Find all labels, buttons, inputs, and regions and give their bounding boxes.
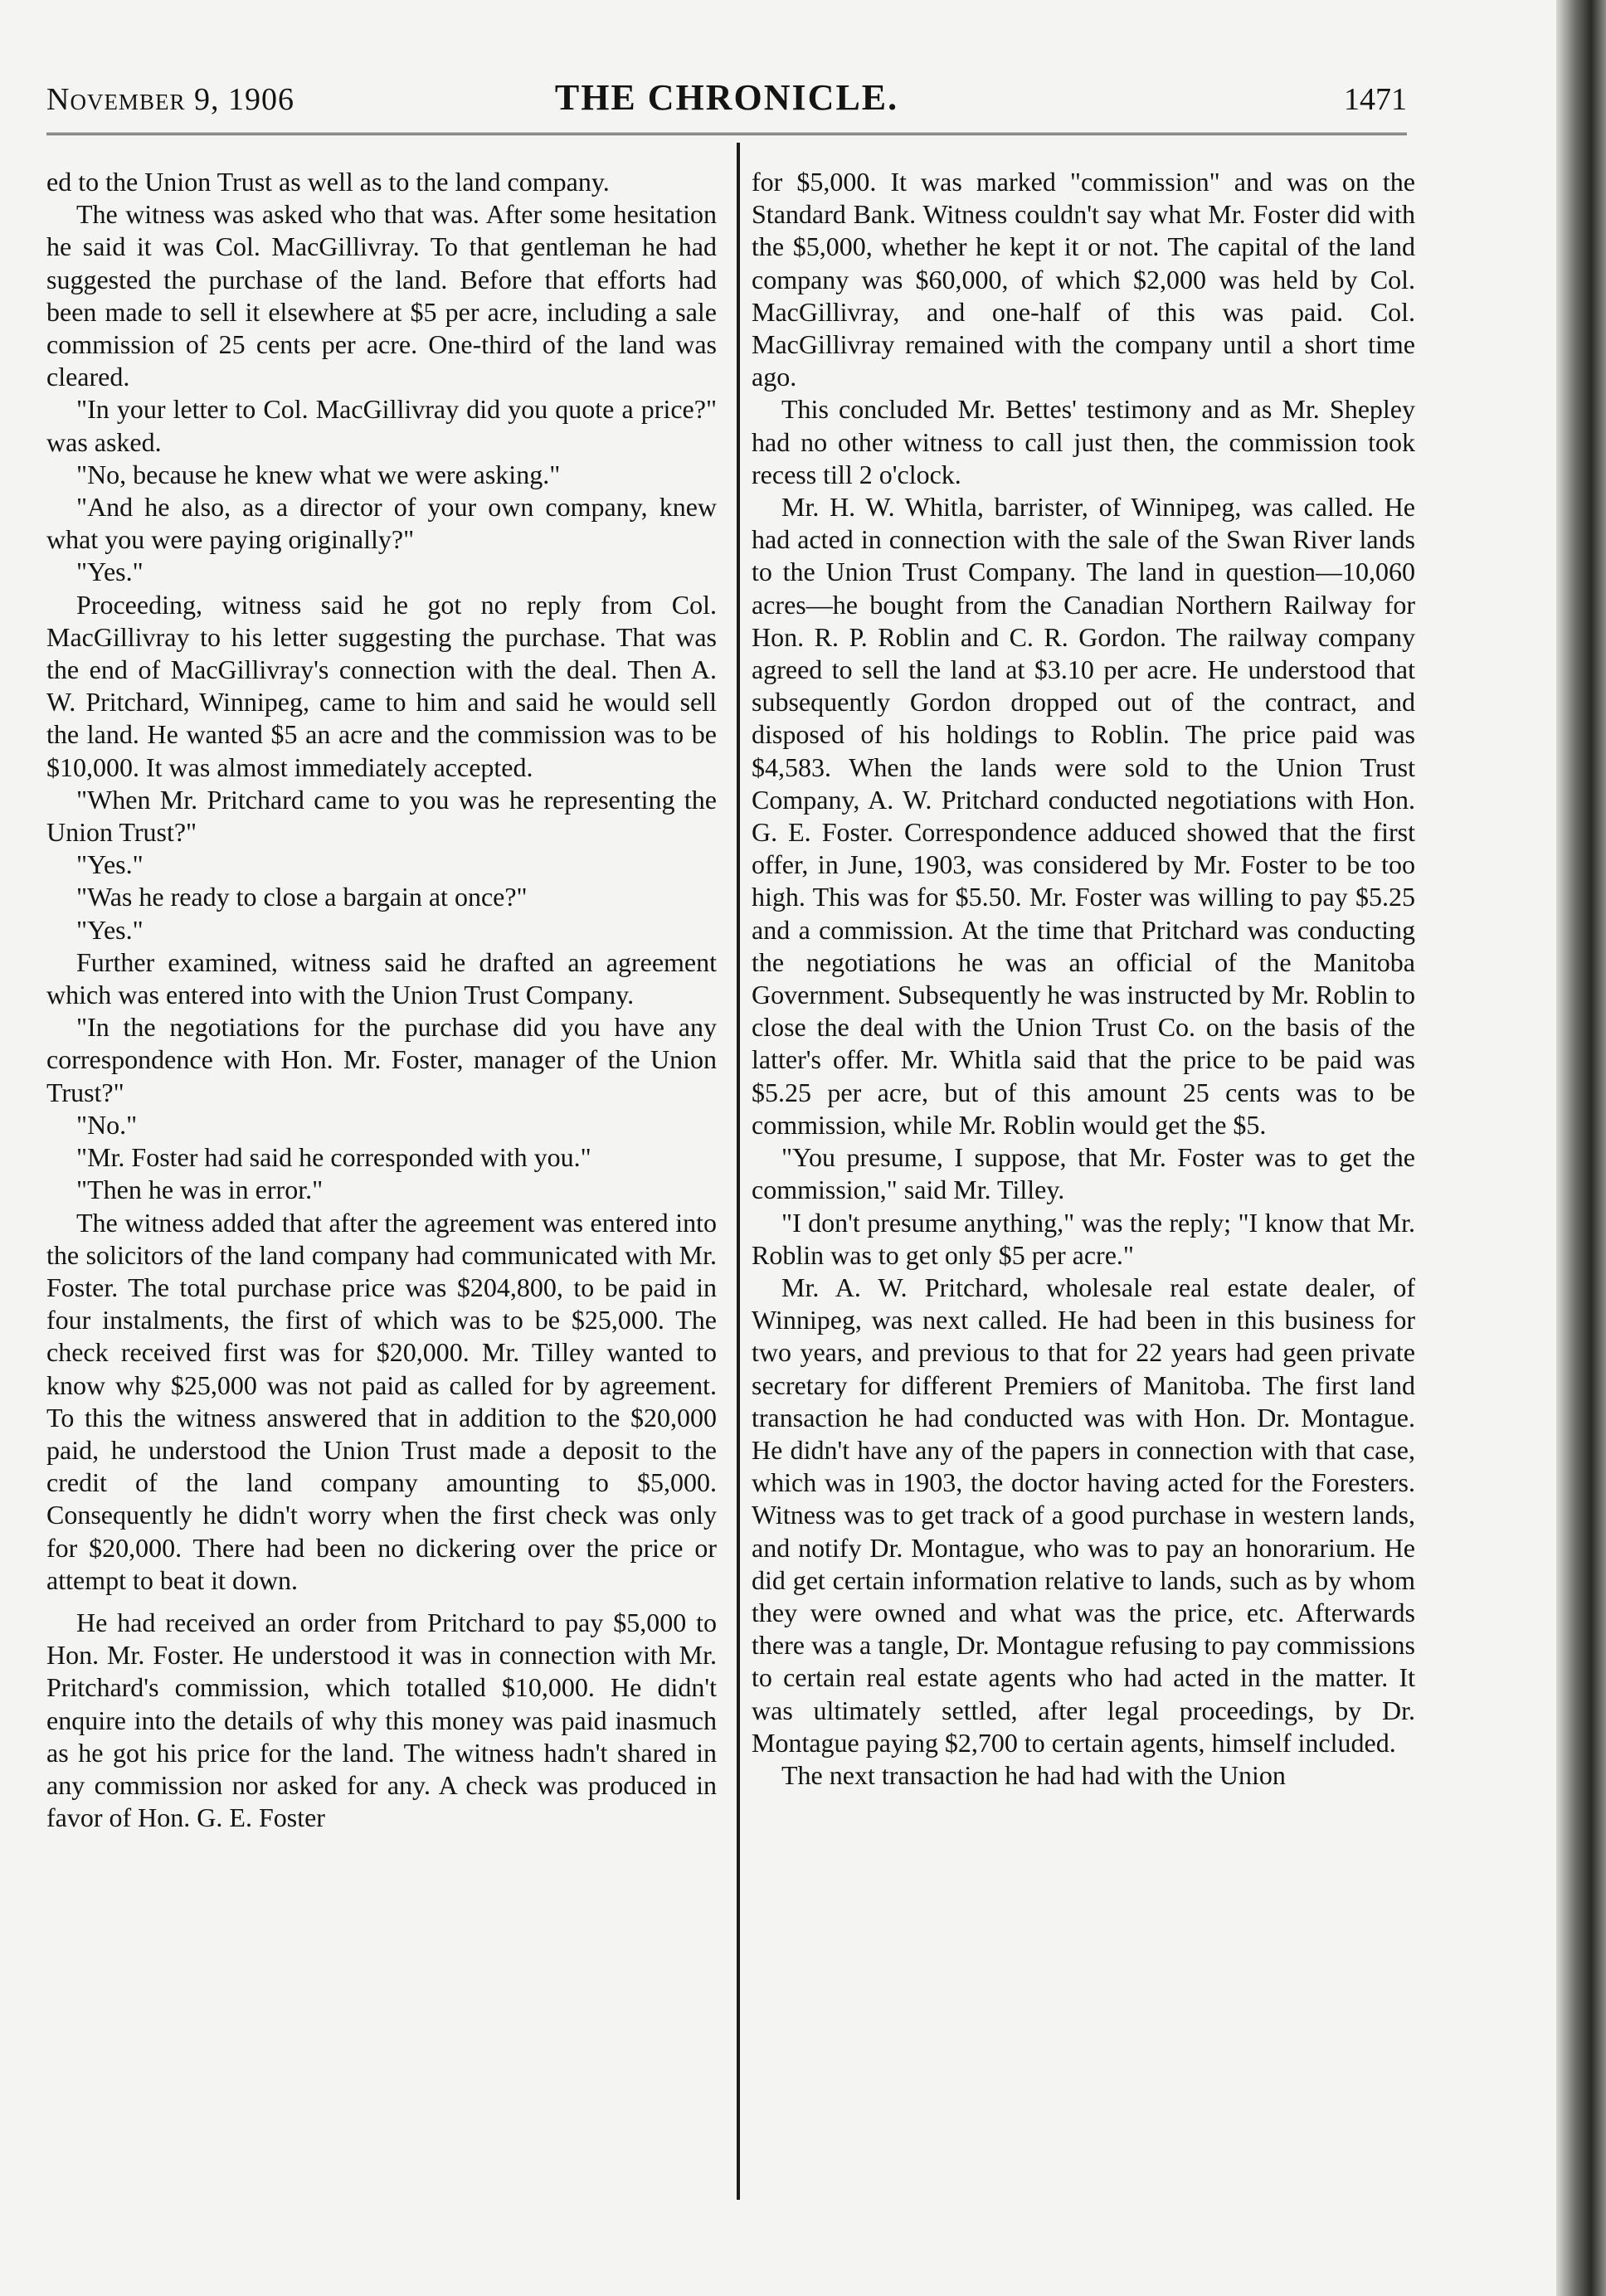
paragraph: "And he also, as a director of your own company, knew what you were paying originally?"	[46, 492, 717, 555]
issue-date: November 9, 1906	[46, 82, 294, 117]
right-column	[752, 166, 1415, 2273]
paragraph: "Yes."	[76, 557, 144, 587]
paragraph: He had received an order from Pritchard to pay $5,000 to Hon. Mr. Foster. He understood it was in connection with Mr. Pritchard's commission, which totalled $10,000. He didn't enquire into the details of why this money was paid inasmuch as he got his price for the land. The witness hadn't shared in any commission nor asked for any. A check was produced in favor of Hon. G. E. Foster	[46, 1607, 717, 1833]
column-divider	[737, 143, 740, 2200]
paragraph: "No."	[76, 1109, 138, 1140]
paragraph: "In your letter to Col. MacGillivray did you quote a price?" was asked.	[46, 394, 717, 457]
paragraph: "Yes."	[76, 914, 144, 945]
paragraph: "When Mr. Pritchard came to you was he representing the Union Trust?"	[46, 784, 717, 848]
paragraph: "No, because he knew what we were asking."	[76, 459, 561, 489]
page-number: 1471	[1344, 82, 1407, 117]
publication-title: THE CHRONICLE.	[554, 77, 899, 118]
paragraph: "You presume, I suppose, that Mr. Foster was to get the commission," said Mr. Tilley.	[752, 1142, 1415, 1205]
header-rule	[46, 133, 1407, 135]
page-header	[46, 76, 1407, 126]
scan-binding-edge	[1556, 0, 1606, 2296]
paragraph: The next transaction he had had with the Union	[781, 1759, 1286, 1790]
paragraph: Mr. A. W. Pritchard, wholesale real estate dealer, of Winnipeg, was next called. He had been in this business for two years, and previous to that for 22 years had geen private secretary for different Premiers of Manitoba. The first land transaction he had conducted was with Hon. Dr. Montague. He didn't have any of the papers in connection with that case, which was in 1903, the doctor having acted for the Foresters. Witness was to get track of a good purchase in western lands, and notify Dr. Montague, who was to pay an honorarium. He did get certain information relative to lands, such as by whom they were owned and what was the price, etc. Afterwards there was a tangle, Dr. Montague refusing to pay commissions to certain real estate agents who had acted in the matter. It was ultimately settled, after legal proceedings, by Dr. Montague paying $2,700 to certain agents, himself included.	[752, 1272, 1415, 1758]
paragraph: ed to the Union Trust as well as to the land company.	[46, 167, 610, 197]
paragraph: Mr. H. W. Whitla, barrister, of Winnipeg, was called. He had acted in connection with the sale of the Swan River lands to the Union Trust Company. The land in question—10,060 acres—he bought from the Canadian Northern Railway for Hon. R. P. Roblin and C. R. Gordon. The railway company agreed to sell the land at $3.10 per acre. He understood that subsequently Gordon dropped out of the contract, and disposed of his holdings to Roblin. The price paid was $4,583. When the lands were sold to the Union Trust Company, A. W. Pritchard conducted negotiations with Hon. G. E. Foster. Correspondence adduced showed that the first offer, in June, 1903, was considered by Mr. Foster to be too high. This was for $5.50. Mr. Foster was willing to pay $5.25 and a commission. At the time that Pritchard was conducting the negotiations he was an official of the Manitoba Government. Subsequently he was instructed by Mr. Roblin to close the deal with the Union Trust Co. on the basis of the latter's offer. Mr. Whitla said that the price to be paid was $5.25 per acre, but of this amount 25 cents was to be commission, while Mr. Roblin would get the $5.	[752, 492, 1415, 1140]
paragraph: "Mr. Foster had said he corresponded with you."	[76, 1142, 591, 1173]
paragraph: "Was he ready to close a bargain at once?"	[76, 882, 528, 912]
paragraph: The witness was asked who that was. After some hesitation he said it was Col. MacGillivray. To that gentleman he had suggested the purchase of the land. Before that efforts had been made to sell it elsewhere at $5 per acre, including a sale commission of 25 cents per acre. One-third of the land was cleared.	[46, 199, 717, 392]
paragraph: Proceeding, witness said he got no reply from Col. MacGillivray to his letter suggesting the purchase. That was the end of MacGillivray's connection with the deal. Then A. W. Pritchard, Winnipeg, came to him and said he would sell the land. He wanted $5 an acre and the commission was to be $10,000. It was almost immediately accepted.	[46, 589, 717, 782]
paragraph: for $5,000. It was marked "commission" and was on the Standard Bank. Witness couldn't say what Mr. Foster did with the $5,000, whether he kept it or not. The capital of the land company was $60,000, of which $2,000 was held by Col. MacGillivray, and one-half of this was paid. Col. MacGillivray remained with the company until a short time ago.	[752, 167, 1415, 392]
paragraph: This concluded Mr. Bettes' testimony and as Mr. Shepley had no other witness to call just then, the commission took recess till 2 o'clock.	[752, 394, 1415, 489]
paragraph: "Yes."	[76, 849, 144, 880]
paragraph: "In the negotiations for the purchase did you have any correspondence with Hon. Mr. Foster, manager of the Union Trust?"	[46, 1012, 717, 1107]
paragraph: Further examined, witness said he drafted an agreement which was entered into with the Union Trust Company.	[46, 946, 717, 1010]
paragraph: "I don't presume anything," was the reply; "I know that Mr. Roblin was to get only $5 per acre."	[752, 1207, 1415, 1270]
paragraph: The witness added that after the agreement was entered into the solicitors of the land company had communicated with Mr. Foster. The total purchase price was $204,800, to be paid in four instalments, the first of which was to be $25,000. The check received first was for $20,000. Mr. Tilley wanted to know why $25,000 was not paid as called for by agreement. To this the witness answered that in addition to the $20,000 paid, he understood the Union Trust made a deposit to the credit of the land company amounting to $5,000. Consequently he didn't worry when the first check was only for $20,000. There had been no dickering over the price or attempt to beat it down.	[46, 1207, 717, 1595]
left-column	[46, 166, 717, 2273]
paragraph: "Then he was in error."	[76, 1175, 324, 1205]
